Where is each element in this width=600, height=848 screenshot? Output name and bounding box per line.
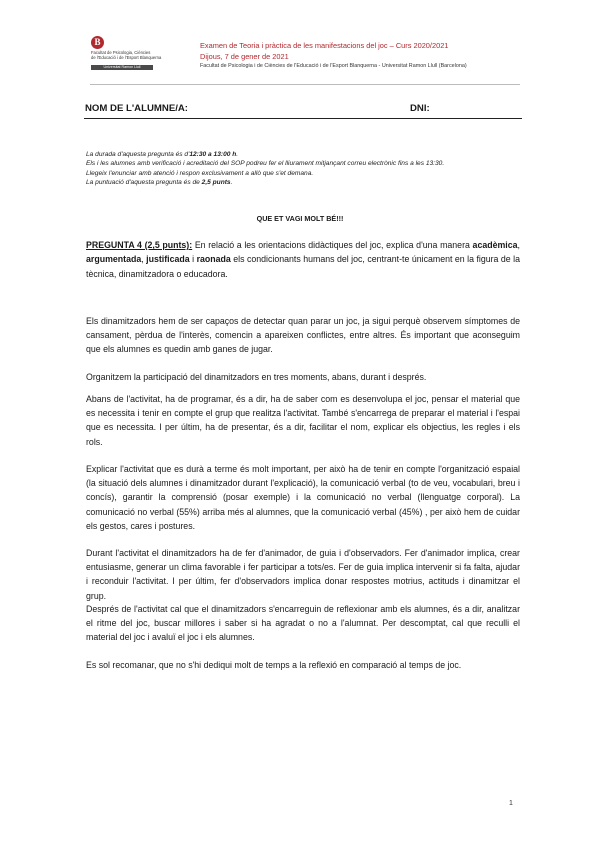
question-text-1: En relació a les orientacions didàctiques del joc, explica d'una manera <box>192 240 473 250</box>
answer-paragraph-4: Explicar l'activitat que es durà a terme és molt important, per això ha de tenir en compte l'organització espaial (la situació dels alumnes i dinamitzador durant l'explicació), la comunicació verbal (to de veu, vocabulari, breu i concís), garantir la comprensió (posar exemple) i la comunicació no verbal (llenguatge corporal). La comunicació no verbal (55%) arriba més al alumnes, que la comunicació verbal (45%) , per això hem de cuidar els gestos, cares i postures. <box>86 464 520 531</box>
instruction-sop: Els i les alumnes amb verificació i acreditació del SOP podreu fer el lliurament mitjançant correu electrònic fins a les 13:30. <box>86 160 445 168</box>
blanquerna-logo-icon: B <box>91 36 104 49</box>
logo-university-bar: Universitat Ramon Llull <box>91 65 153 70</box>
exam-title: Examen de Teoria i pràctica de les manifestacions del joc – Curs 2020/2021 <box>200 41 449 50</box>
header-divider <box>90 84 520 85</box>
answer-paragraph-5: Durant l'activitat el dinamitzadors ha de fer d'animador, de guia i d'observadors. Fer d'animador implica, crear entusiasme, generar un clima favorable i fer participar a tots/es. Fer de guia implica intervenir si fa falta, ajudar i reconduir l'activitat. I per últim, fer d'observadors implica donar respostes motrius, actituds i dinamitzar el grup. <box>86 548 520 601</box>
question-text-3: , <box>141 254 147 265</box>
answer-paragraph-1: Els dinamitzadors hem de ser capaços de detectar quan parar un joc, ja sigui perquè observem símptomes de cansament, pèrdua de l'interès, comencin a apareixen conflictes, entre altres. És important que aconseguim que els alumnes es quedin amb ganes de jugar. <box>86 316 520 355</box>
instruction-duration-end: . <box>236 151 239 158</box>
logo-text-line-1: Facultat de Psicologia, Ciències <box>91 50 151 55</box>
question-text-5: els condicionants humans del joc, centrant-te únicament en la figura de la tècnica, dinamitzadora o educadora. <box>86 254 520 279</box>
question-label: PREGUNTA 4 (2,5 punts): <box>86 240 193 250</box>
question-statement <box>86 238 520 281</box>
question-keyword-1: acadèmica <box>472 240 518 250</box>
student-dni-label: DNI: <box>410 103 430 114</box>
instruction-read: Llegeix l'enunciar amb atenció i respon exclusivament a allò que s'et demana. <box>86 169 314 177</box>
instruction-duration-time: 12:30 a 13:00 h <box>189 151 237 158</box>
instructions <box>86 150 521 188</box>
university-logo <box>91 36 162 70</box>
answer-paragraph-7: Es sol recomanar, que no s'hi dediqui molt de temps a la reflexió en comparació al temps de joc. <box>86 660 462 670</box>
question-text-4: i <box>189 254 197 265</box>
answer-paragraph-6: Després de l'activitat cal que el dinamitzadors s'encarreguin de reflexionar amb els alumnes, és a dir, analitzar el ritme del joc, buscar millores i saber si ha agradat o no a l'alumnat. Per descomptat, cal que reculli el material del joc i avaluï el joc i els alumnes. <box>86 604 520 643</box>
instruction-score-text: La puntuació d'aquesta pregunta és de <box>86 179 202 187</box>
student-divider <box>84 118 522 119</box>
good-luck-message: QUE ET VAGI MOLT BÉ!!! <box>256 214 344 223</box>
instruction-score-value: 2,5 punts <box>201 179 231 187</box>
instruction-duration-text: La durada d'aquesta pregunta és d' <box>86 151 190 158</box>
student-name-label: NOM DE L'ALUMNE/A: <box>85 103 189 114</box>
exam-date: Dijous, 7 de gener de 2021 <box>200 52 289 61</box>
question-keyword-4: raonada <box>196 254 231 265</box>
answer-paragraph-3: Abans de l'activitat, ha de programar, és a dir, ha de saber com es desenvolupa el joc, pensar el material que es necessita i tenir en compte el grup que realitza l'activitat. També s'encarrega de preparar el material i l'espai que es necessita. I per últim, ha de presentar, és a dir, facilitar el nom, explicar els objectius, les regles i els rols. <box>86 394 520 447</box>
question-keyword-2: argumentada <box>86 254 142 265</box>
answer-paragraph-2: Organitzem la participació del dinamitzadors en tres moments, abans, durant i després. <box>86 372 427 382</box>
logo-text-line-2: de l'Educació i de l'Esport Blanquerna <box>91 54 162 60</box>
question-keyword-3: justificada <box>146 254 190 265</box>
instruction-score <box>86 178 521 187</box>
question-text-2: , <box>517 240 520 250</box>
page-number: 1 <box>509 800 513 807</box>
instruction-score-end: . <box>230 179 233 187</box>
instruction-duration <box>86 150 521 159</box>
faculty-line: Facultat de Psicologia i de Ciències de l'Educació i de l'Esport Blanquerna - Universitat Ramon Llull (Barcelona) <box>200 63 467 69</box>
